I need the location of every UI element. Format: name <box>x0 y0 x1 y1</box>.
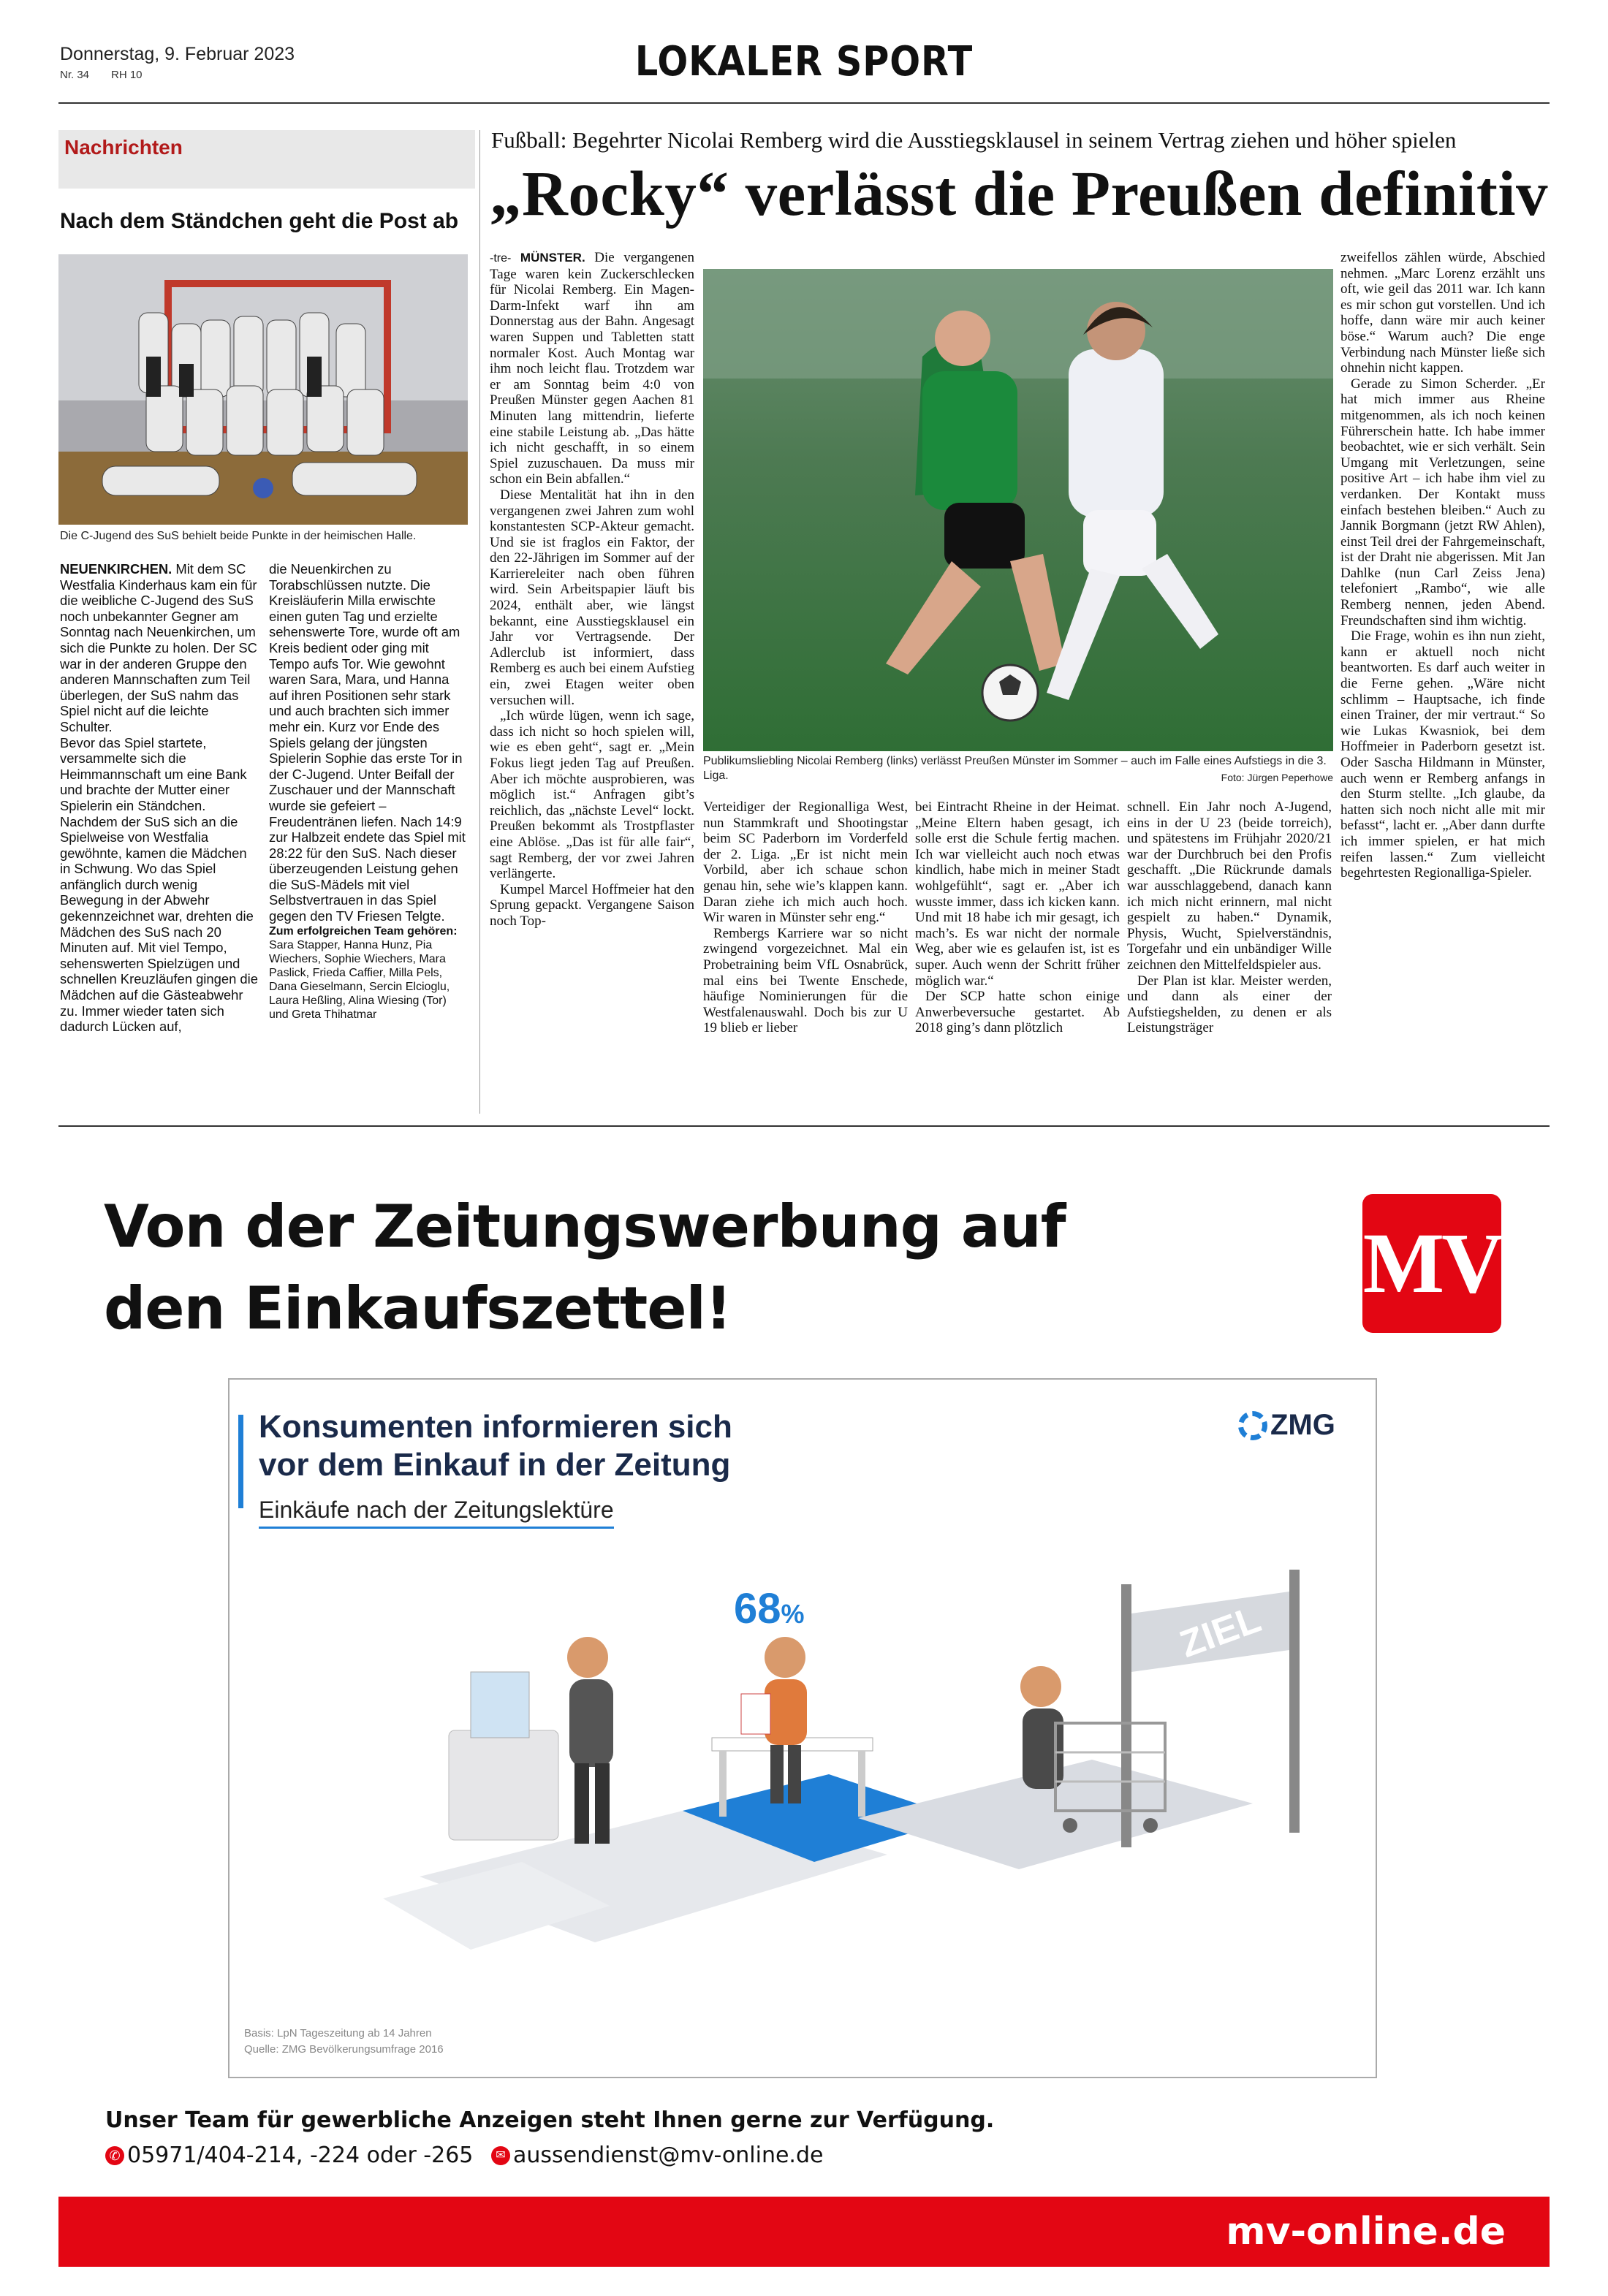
article-col-5 <box>1340 250 1545 881</box>
handball-team-photo <box>58 254 468 525</box>
article-photo-caption: Publikumsliebling Nicolai Remberg (links) verlässt Preußen Münster im Sommer – auch im Falle eines Aufstiegs in die 3. Liga. <box>703 755 1327 782</box>
article-text-2: Verteidiger der Regionalliga West, nun Stammkraft und Shootingstar beim SC Paderborn im Vorderfeld der 2. Liga. „Er ist nicht mein Vorbild, aber ich schaue schon genau hin, sehe wie’s klappen kann. Daran ziehe ich mich auch hoch. Wir waren in Münster sehr eng.“ <box>703 799 908 926</box>
article-col-4 <box>1127 799 1332 1036</box>
percent-label <box>734 1584 805 1633</box>
sidebar-headline: Nach dem Ständchen geht die Post ab <box>60 209 459 233</box>
percent-unit: % <box>781 1599 805 1629</box>
article-text-1a: Die vergangenen Tage waren kein Zuckerschlecken für Nicolai Remberg. Ein Magen-Darm-Infekt warf ihn am Donnerstag aus der Bahn. Angesagt waren Suppen und Tabletten statt normaler Kost. Auch Montag war ihm noch leicht flau. Trotzdem war er am Sonntag beim 4:0 von Preußen Münster gegen Aachen 81 Minuten lang mittendrin, lieferte eine stabile Leistung ab. „Das hätte ich nicht geschafft, in so einem Spiel zuzuschauen. Da muss mir schon ein Bein abfallen.“ <box>490 250 694 487</box>
sidebar-text-1b: Bevor das Spiel startete, versammelte sich die Heimmannschaft um eine Bank und brachte der Mutter einer Spielerin ein Ständchen. Nachdem der SuS sich an die Spielweise von Westfalia gewöhnte, kamen die Mädchen in Schwung. Wo das Spiel anfänglich durch wenig Bewegung in der Abwehr gekennzeichnet war, drehten die Mädchen des SuS nach 20 Minuten auf. Mit viel Tempo, sehenswerten Spielzügen und schnellen Kreuzläufen gingen die Mädchen auf die Gästeabwehr zu. Immer wieder taten sich dadurch Lücken auf, <box>60 734 258 1035</box>
article-text-4: schnell. Ein Jahr noch A-Jugend, eins in der U 23 (beide torreich), und spätestens im Frühjahr 2020/21 war der Durchbruch bei den Profis geschafft. „Die Rückrunde damals war ausschlaggebend, danach kann ich mich nicht erinnern, mal nicht gespielt zu haben.“ Dynamik, Physis, Wucht, Spielverständnis, Torgefahr und ein unbändiger Wille zeichnen den Mittelfeldspieler aus. <box>1127 799 1332 973</box>
article-text-2b: Rembergs Karriere war so nicht zwingend vorgezeichnet. Mal ein Probetraining beim VfL Osnabrück, mal eins bei Twente Enschede, häufige Nominierungen für die Westfalenauswahl. Doch bis zur U 19 blieb er lieber <box>703 925 908 1036</box>
sidebar-dateline: NEUENKIRCHEN. <box>60 561 172 577</box>
footer-url[interactable]: mv-online.de <box>1226 2210 1506 2254</box>
phone-icon: ✆ <box>105 2146 124 2165</box>
percent-value: 68 <box>734 1585 781 1632</box>
infographic-title-1: Konsumenten informieren sich <box>259 1409 732 1445</box>
zmg-ring-icon <box>1238 1411 1267 1440</box>
ad-phone[interactable] <box>105 2143 473 2168</box>
email-address: aussendienst@mv-online.de <box>513 2143 824 2168</box>
sidebar-col-1 <box>60 561 259 1035</box>
football-action-photo <box>703 269 1333 751</box>
column-divider <box>479 130 480 1114</box>
sidebar-team-list: Sara Stapper, Hanna Hunz, Pia Wiechers, Sophie Wiechers, Mara Paslick, Frieda Caffier, Milla Pels, Dana Gieselmann, Sercin Elcioglu, Laura Heßling, Alina Wiesing (Tor) und Greta Thihatmar <box>269 938 450 1021</box>
article-text-1d: Kumpel Marcel Hoffmeier hat den Sprung gepackt. Vergangene Saison noch Top- <box>490 881 694 929</box>
ad-email[interactable] <box>491 2143 823 2168</box>
sidebar-col-2 <box>269 561 468 1022</box>
sidebar-text-1: Mit dem SC Westfalia Kinderhaus kam ein für die weibliche C-Jugend des SuS noch unbekannter Gegner am Sonntag nach Neuenkirchen, um sich die Punkte zu holen. Der SC war in der anderen Gruppe den anderen Mannschaften zum Teil überlegen, der SuS nahm das Spiel nicht auf die leichte Schulter. <box>60 561 257 734</box>
infographic-source: Quelle: ZMG Bevölkerungsumfrage 2016 <box>244 2043 444 2056</box>
article-text-3: bei Eintracht Rheine in der Heimat. „Meine Eltern haben gesagt, ich solle erst die Schule fertig machen. Ich war vielleicht auch noch etwas kindlich, habe mich in meiner Stadt wohlgefühlt“, sagt er. „Aber ich wusste immer, dass ich kicken kann. Und mit 18 habe ich mir gesagt, ich mach’s. Es war nicht der normale Weg, aber wie es gelaufen ist, ist es super. Auch wenn der Schritt früher möglich war.“ <box>915 799 1120 989</box>
ad-headline-line-1: Von der Zeitungswerbung auf <box>104 1193 1066 1261</box>
sidebar-team-label: Zum erfolgreichen Team gehören: <box>269 924 458 938</box>
article-text-1b: Diese Mentalität hat ihn in den vergangenen zwei Jahren zum wohl konstantesten SCP-Akteur gemacht. Und sie ist fraglos ein Faktor, der den 22-Jährigen im Sommer auf der Karriereleiter nach oben führen wird. Sein Arbeitspapier läuft bis 2024, enthält aber, wie längst bekannt, eine Ausstiegsklausel ein Jahr vor Vertragsende. Der Adlerclub ist informiert, dass Remberg es auch bei einem Aufstieg ein, zwei Etagen weiter oben versuchen will. <box>490 487 694 708</box>
article-text-5c: Die Frage, wohin es ihn nun zieht, kann er aktuell noch nicht beantworten. Es darf auch weiter in die Ferne gehen. „Wäre nicht schlimm – Hauptsache, ich finde einen Trainer, der mir vertraut.“ So wie Lukas Kwasniok, bei dem Hoffmeier in Paderborn gesetzt ist. Oder Sascha Hildmann in Münster, auch wenn er Remberg anfangs in den Sturm stellte. „Ich glaube, da hatten sich noch nicht alle mit mir befasst“, lacht er. „Aber dann durfte ich immer spielen, er hat mich reifen lassen.“ Zum vielleicht begehrtesten Regionalliga-Spieler. <box>1340 628 1545 881</box>
header-edition: RH 10 <box>111 69 143 81</box>
article-text-1c: „Ich würde lügen, wenn ich sage, dass ich nicht so hoch spielen will, wie es eben geht“, sagt er. „Mein Fokus liegt jeden Tag auf Preußen. Aber ich möchte ausprobieren, was möglich ist.“ Anfragen gibt’s reichlich, das „nächste Level“ lockt. Preußen bekommt als Trostpflaster eine Ablöse. „Das ist für alle fair“, sagt Remberg, der vor zwei Jahren verlängerte. <box>490 708 694 882</box>
goal-sign-text: ZIEL <box>1174 1597 1267 1666</box>
article-dateline: MÜNSTER. <box>520 251 585 265</box>
zmg-logo <box>1238 1409 1335 1442</box>
infographic-subtitle: Einkäufe nach der Zeitungslektüre <box>259 1497 614 1529</box>
header-rule <box>58 102 1550 104</box>
article-text-3b: Der SCP hatte schon einige Anwerbeversuche gestartet. Ab 2018 ging’s dann plötzlich <box>915 989 1120 1036</box>
article-col-3 <box>915 799 1120 1036</box>
infographic-title-2: vor dem Einkauf in der Zeitung <box>259 1447 731 1483</box>
sidebar-label: Nachrichten <box>64 136 183 159</box>
article-col-1 <box>490 250 694 930</box>
infographic-illustration <box>303 1562 1311 1972</box>
ad-headline-line-2: den Einkaufszettel! <box>104 1274 732 1342</box>
sidebar-photo-caption: Die C-Jugend des SuS behielt beide Punkte in der heimischen Halle. <box>60 530 417 542</box>
article-kicker: Fußball: Begehrter Nicolai Remberg wird die Ausstiegsklausel in seinem Vertrag ziehen und höher spielen <box>491 127 1457 153</box>
article-text-5a: zweifellos zählen würde, Abschied nehmen. „Marc Lorenz erzählt uns oft, wie geil das 2011 war. Ich kann es mir schon gut vorstellen. Und ich hoffe, dann wäre mir auch keiner böse.“ Warum auch? Die enge Verbindung nach Münster ließe sich ohnehin nicht kappen. <box>1340 250 1545 376</box>
article-author: -tre- <box>490 252 512 265</box>
article-text-5b: Gerade zu Simon Scherder. „Er hat mich immer aus Rheine mitgenommen, als ich noch keinen Führerschein hatte. Ich habe immer beobachtet, wie er sich verhält. Sein Umgang mit Verletzungen, seine positive Art – ich habe ihm viel zu verdanken. Der Kontakt muss einfach bestehen bleiben.“ Auch zu Jannik Borgmann (jetzt RW Ahlen), einst Teil drei der Fahrgemeinschaft, ist der Draht nie abgerissen. Mit Jan Dahlke (nun Carl Zeiss Jena) telefoniert „Rambo“, wie alle Remberg nennen, jeden Abend. Freundschaften sind ihm wichtig. <box>1340 376 1545 628</box>
article-headline: „Rocky“ verlässt die Preußen definitiv <box>490 158 1549 229</box>
phone-number: 05971/404-214, -224 oder -265 <box>127 2143 474 2168</box>
article-text-4b: Der Plan ist klar. Meister werden, und dann als einer der Aufstiegshelden, zu denen er als Leistungsträger <box>1127 973 1332 1036</box>
article-photo-credit: Foto: Jürgen Peperhowe <box>1221 772 1333 783</box>
article-col-2 <box>703 799 908 1036</box>
sidebar-text-2: die Neuenkirchen zu Torabschlüssen nutzte. Die Kreisläuferin Milla erwischte einen guten Tag und erzielte sehenswerte Tore, wurde oft am Kreis bedient oder ging mit Tempo aufs Tor. Wie gewohnt waren Sara, Mara, und Hanna auf ihren Positionen sehr stark und auch brachten sich immer mehr ein. Kurz vor Ende des Spiels gelang der jüngsten Spielerin Sophie das erste Tor in der C-Jugend. Unter Beifall der Zuschauer und der Mannschaft wurde sie gefeiert – Freudentränen liefen. Nach 14:9 zur Halbzeit endete das Spiel mit 28:22 für den SuS. Nach dieser überzeugenden Leistung gehen die SuS-Mädels mit viel Selbstvertrauen in das Spiel gegen den TV Friesen Telgte. <box>269 561 466 924</box>
header-date: Donnerstag, 9. Februar 2023 <box>60 44 295 64</box>
zmg-logo-text: ZMG <box>1270 1409 1335 1441</box>
email-icon: ✉ <box>491 2146 510 2165</box>
infographic-accent-bar <box>238 1415 243 1508</box>
mv-logo-text: MV <box>1362 1215 1501 1311</box>
section-title: LOKALER SPORT <box>634 38 974 85</box>
infographic-basis: Basis: LpN Tageszeitung ab 14 Jahren <box>244 2027 432 2040</box>
article-bottom-rule <box>58 1125 1550 1127</box>
header-issue: Nr. 34 <box>60 69 90 81</box>
mv-logo <box>1362 1194 1501 1333</box>
infographic-box <box>228 1378 1377 2078</box>
ad-contact-line: Unser Team für gewerbliche Anzeigen steht Ihnen gerne zur Verfügung. <box>105 2107 995 2133</box>
